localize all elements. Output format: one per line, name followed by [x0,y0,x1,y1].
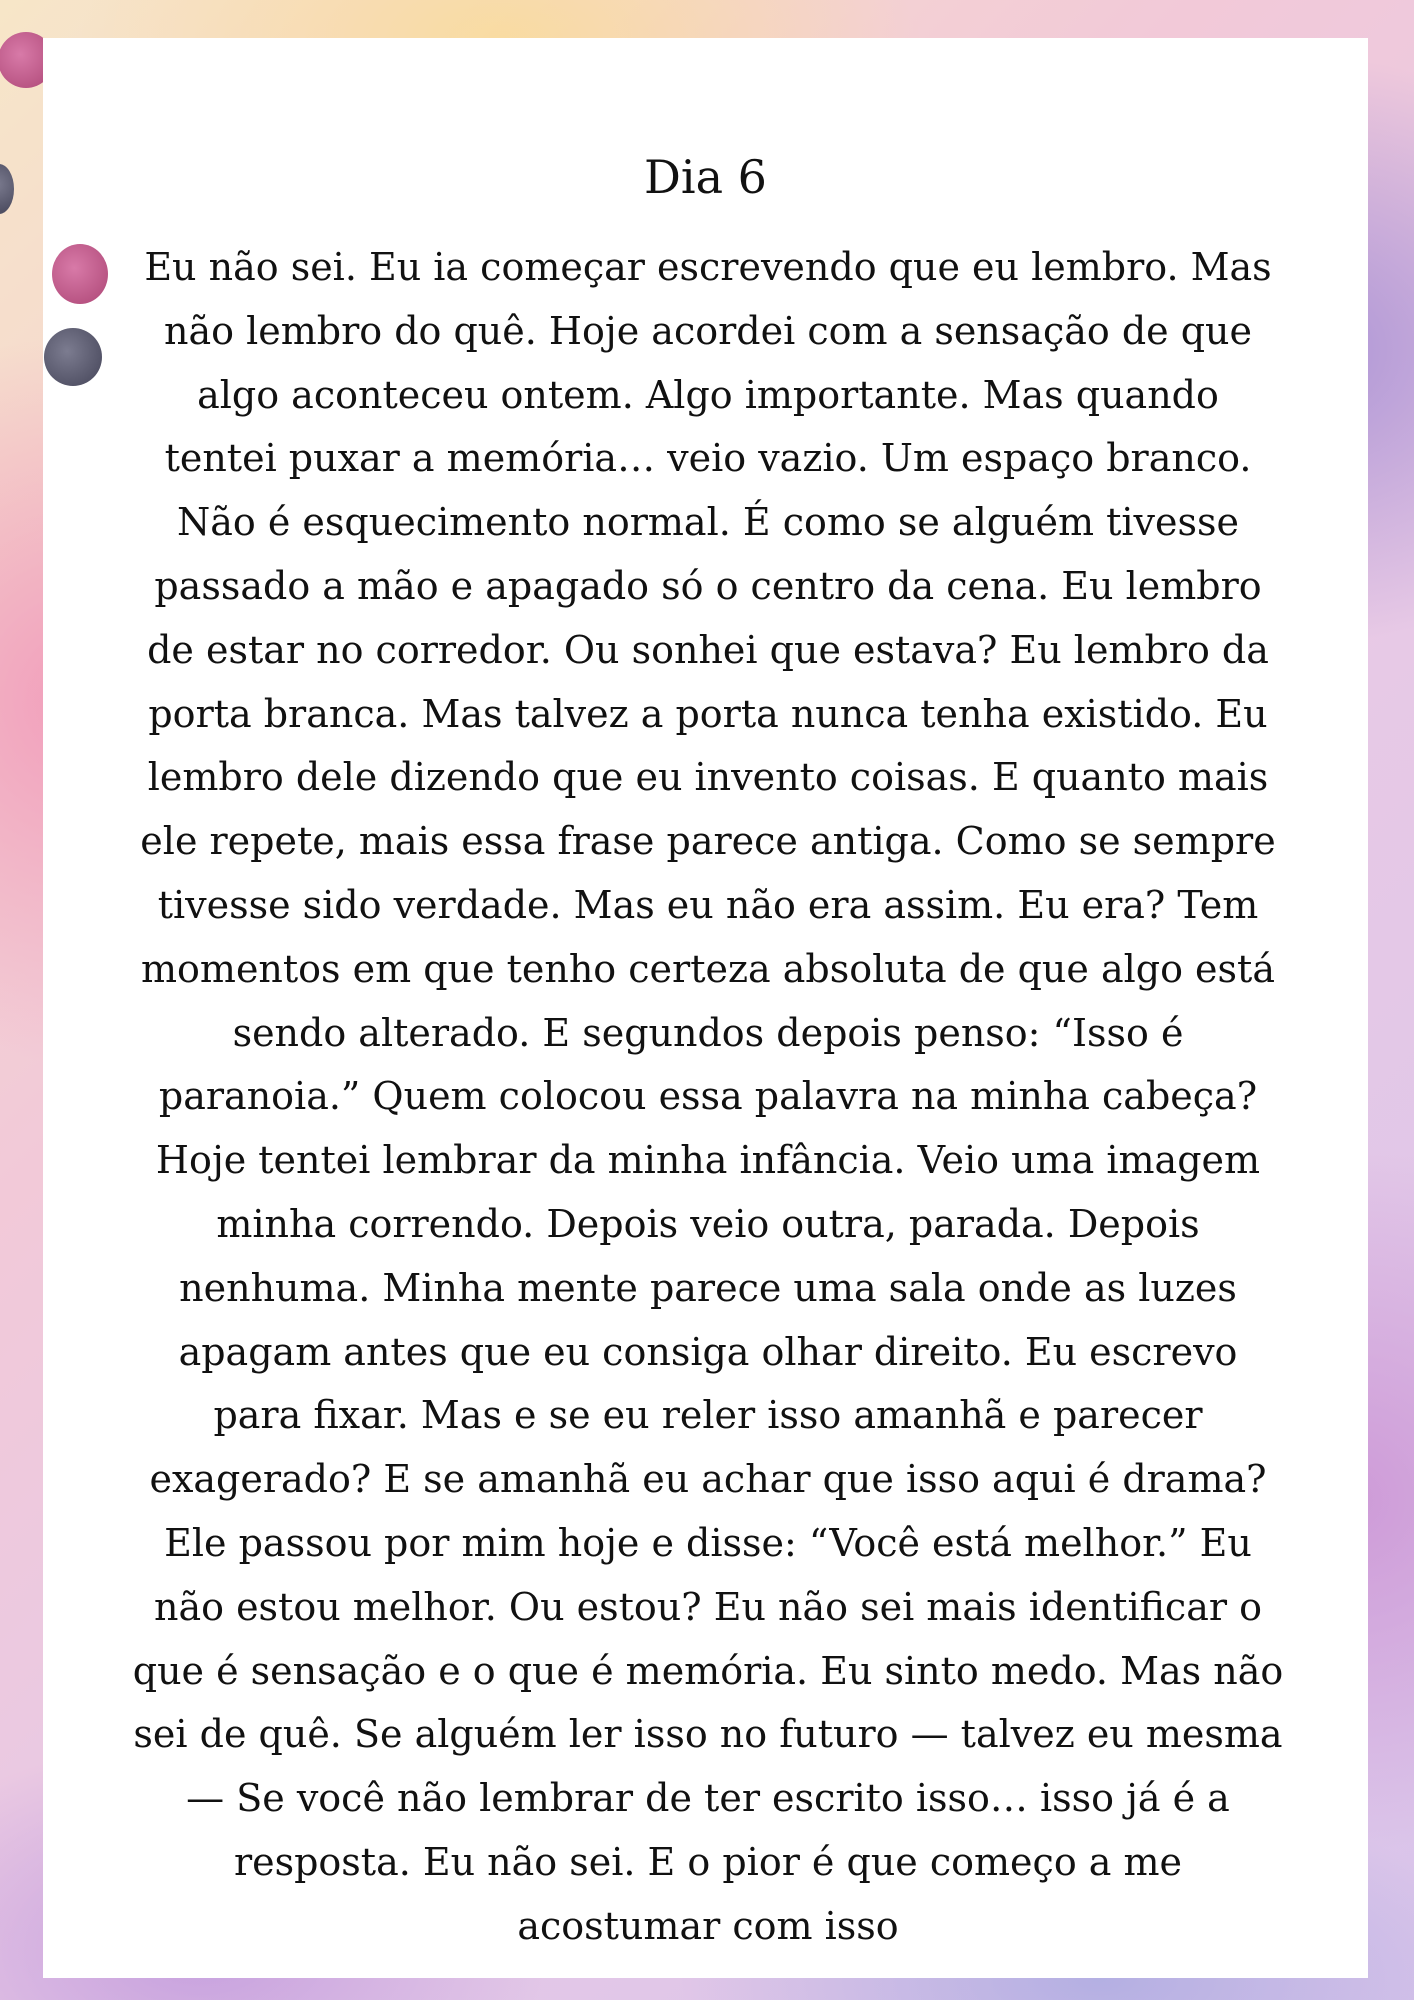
text-line: algo aconteceu ontem. Algo importante. Mas quando [197,372,1219,417]
text-line: sendo alterado. E segundos depois penso: “Isso é [232,1010,1184,1055]
text-line: porta branca. Mas talvez a porta nunca tenha existido. Eu [148,691,1268,736]
text-line: resposta. Eu não sei. E o pior é que começo a me [233,1839,1183,1884]
text-line: apagam antes que eu consiga olhar direito. Eu escrevo [178,1329,1238,1374]
text-line: paranoia.” Quem colocou essa palavra na minha cabeça? [158,1074,1258,1119]
background-dot-pink-2 [52,244,108,304]
text-line: ele repete, mais essa frase parece antiga. Como se sempre [140,819,1276,864]
text-line: para fixar. Mas e se eu reler isso amanhã e parecer [213,1393,1203,1438]
text-line: Não é esquecimento normal. É como se alguém tivesse [177,500,1239,545]
text-line: não estou melhor. Ou estou? Eu não sei mais identificar o [153,1584,1262,1629]
text-line: lembro dele dizendo que eu invento coisas. E quanto mais [147,755,1269,800]
text-line: acostumar com isso [517,1903,899,1948]
page-title: Dia 6 [644,150,767,204]
text-line: Eu não sei. Eu ia começar escrevendo que eu lembro. Mas [144,245,1272,289]
background-dot-gray-3 [0,164,14,214]
background-dot-gray-4 [44,328,102,386]
text-line: exagerado? E se amanhã eu achar que isso aqui é drama? [149,1457,1267,1502]
text-line: Ele passou por mim hoje e disse: “Você está melhor.” Eu [164,1520,1252,1565]
journal-entry-text [118,236,1298,1959]
text-line: tivesse sido verdade. Mas eu não era assim. Eu era? Tem [157,882,1259,927]
text-line: de estar no corredor. Ou sonhei que estava? Eu lembro da [147,627,1269,672]
text-line: momentos em que tenho certeza absoluta de que algo está [141,946,1275,991]
text-line: não lembro do quê. Hoje acordei com a sensação de que [163,308,1253,353]
text-line: nenhuma. Minha mente parece uma sala onde as luzes [179,1265,1237,1310]
text-line: que é sensação e o que é memória. Eu sinto medo. Mas não [132,1648,1284,1693]
text-line: tentei puxar a memória… veio vazio. Um espaço branco. [164,436,1252,481]
text-line: Hoje tentei lembrar da minha infância. Veio uma imagem [155,1138,1261,1183]
journal-page [43,38,1368,1978]
text-line: minha correndo. Depois veio outra, parada. Depois [216,1201,1200,1246]
text-line: — Se você não lembrar de ter escrito isso… isso já é a [186,1776,1230,1821]
text-line: sei de quê. Se alguém ler isso no futuro — talvez eu mesma [133,1712,1283,1757]
text-line: passado a mão e apagado só o centro da cena. Eu lembro [154,563,1262,608]
